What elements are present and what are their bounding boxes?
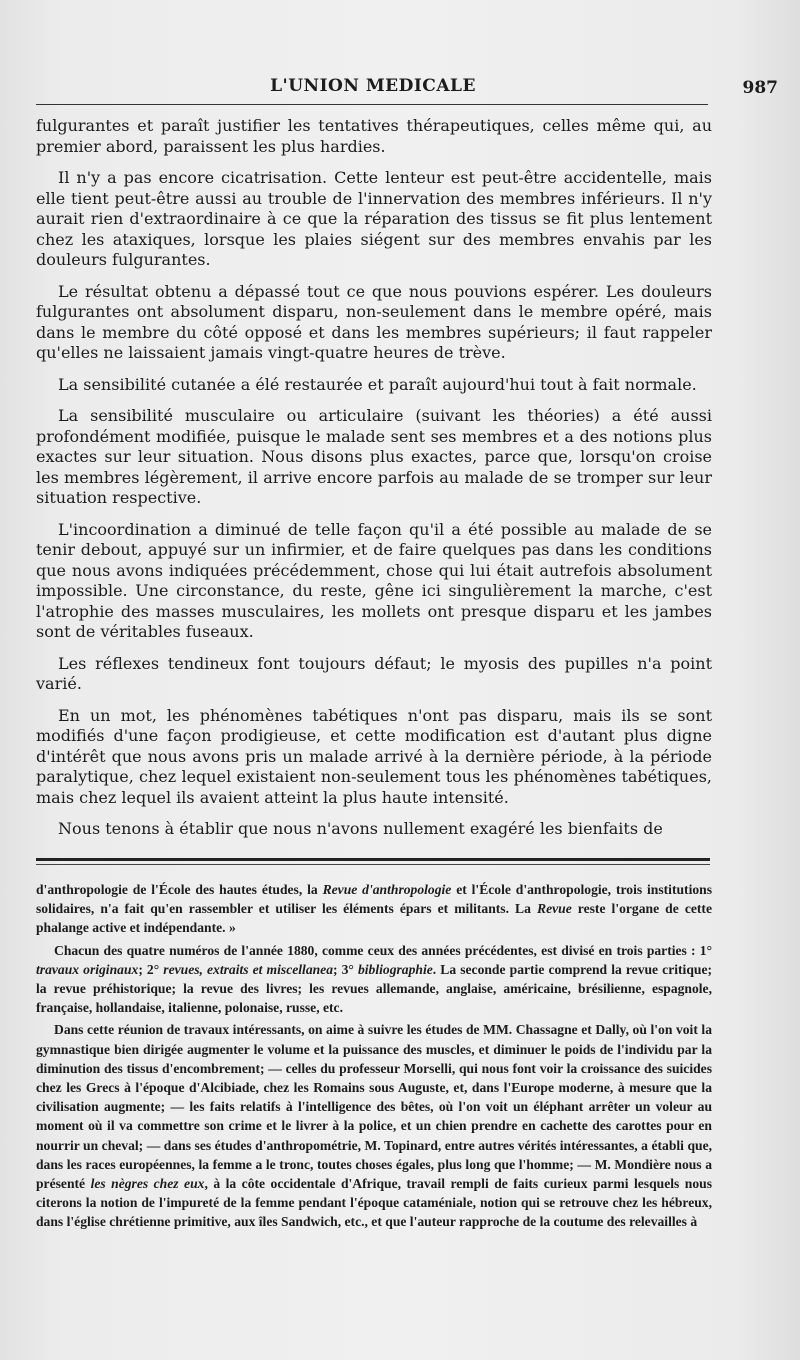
paragraph: Nous tenons à établir que nous n'avons nullement exagéré les bienfaits de bbox=[58, 819, 663, 838]
running-header bbox=[36, 76, 778, 100]
journal-name: Revue bbox=[537, 901, 572, 917]
paragraph: Le résultat obtenu a dépassé tout ce que nous pouvions espérer. Les douleurs fulgurantes ont absolument disparu, non-seulement dans le membre opéré, mais dans le membre du côté opposé et dans les membres supérieurs; il faut rappeler qu'elles ne laissaient jamais vingt-quatre heures de trève. bbox=[36, 281, 712, 362]
footnote-separator bbox=[36, 858, 710, 861]
footnote-paragraph: Chacun des quatre numéros de l'année 1880, comme ceux des années précédentes, est divisé en trois parties : 1° travaux originaux; 2° revues, extraits et miscellanea; 3° bibliographie. La seconde partie comprend la revue critique; la revue préhistorique; la revue des livres; les revues allemande, anglaise, américaine, brésilienne, espagnole, française, hollandaise, italienne, polonaise, russe, etc. bbox=[36, 942, 713, 1016]
paragraph: fulgurantes et paraît justifier les tentatives thérapeutiques, celles même qui, au premier abord, paraissent les plus hardies. bbox=[36, 116, 712, 156]
journal-title: L'UNION MEDICALE bbox=[270, 76, 476, 96]
paragraph: En un mot, les phénomènes tabétiques n'ont pas disparu, mais ils se sont modifiés d'une façon prodigieuse, et cette modification est d'autant plus digne d'intérêt que nous avons pris un malade arrivé à la dernière période, à la période paralytique, chez lequel existaient non-seulement tous les phénomènes tabétiques, mais chez lequel ils avaient atteint la plus haute intensité. bbox=[36, 705, 712, 807]
page-number: 987 bbox=[742, 78, 778, 98]
paragraph: La sensibilité musculaire ou articulaire (suivant les théories) a été aussi profondément modifiée, puisque le malade sent ses membres et a des notions plus exactes sur leur situation. Nous disons plus exactes, parce que, lorsqu'on croise les membres légèrement, il arrive encore parfois au malade de se tromper sur leur situation respective. bbox=[36, 406, 712, 507]
footnote-paragraph: d'anthropologie de l'École des hautes études, la Revue d'anthropologie et l'École d'anthropologie, trois institutions solidaires, n'a fait qu'en rassembler et utiliser les éléments épars et militants. La Revue reste l'organe de cette phalange active et indépendante. » bbox=[36, 882, 712, 936]
header-rule bbox=[36, 104, 708, 105]
paragraph: Les réflexes tendineux font toujours défaut; le myosis des pupilles n'a point varié. bbox=[36, 653, 712, 693]
paragraph: Il n'y a pas encore cicatrisation. Cette lenteur est peut-être accidentelle, mais elle tient peut-être aussi au trouble de l'innervation des membres inférieurs. Il n'y aurait rien d'extraordinaire à ce que la réparation des tissus se fit plus lentement chez les ataxiques, lorsque les plaies siégent sur des membres envahis par les douleurs fulgurantes. bbox=[36, 168, 712, 269]
footnote-separator-thin bbox=[36, 864, 710, 865]
paragraph: L'incoordination a diminué de telle façon qu'il a été possible au malade de se tenir debout, appuyé sur un infirmier, et de faire quelques pas dans les conditions que nous avons indiquées précédemment, chose qui lui était autrefois absolument impossible. Une circonstance, du reste, gêne ici singulièrement la marche, c'est l'atrophie des masses musculaires, les mollets ont presque disparu et les jambes sont de véritables fuseaux. bbox=[36, 519, 712, 641]
journal-name: Revue d'anthropologie bbox=[322, 882, 452, 897]
footnote-text bbox=[36, 880, 712, 1235]
footnote-paragraph: Dans cette réunion de travaux intéressants, on aime à suivre les études de MM. Chassagne et Dally, où l'on voit la gymnastique bien dirigée augmenter le volume et la puissance des muscles, et diminuer le poids de l'individu par la diminution des tissus d'encombrement; — celles du professeur Morselli, qui nous font voir la croissance des suicides chez les Grecs à l'époque d'Alcibiade, chez les Romains sous Auguste, et, dans l'Europe moderne, à mesure que la civilisation augmente; — les faits relatifs à l'intelligence des bêtes, où l'on voit un éléphant arrêter un voleur au moment où il va commettre son crime et le livrer à la police, et un chien prendre en cachette des carottes pour en nourrir un cheval; — dans ses études d'anthropométrie, M. Topinard, entre autres vérités intéressantes, a établi que, dans les races européennes, la femme a le tronc, toutes choses égales, plus long que l'homme; — M. Mondière nous a présenté les nègres chez eux, à la côte occidentale d'Afrique, travail rempli de faits curieux parmi lesquels nous citerons la notion de l'impureté de la femme pendant l'époque cataméniale, notion qui se retrouve chez les hébreux, dans l'église chrétienne primitive, aux îles Sandwich, etc., et que l'auteur rapproche de la coutume des relevailles à bbox=[36, 1022, 712, 1230]
paragraph: La sensibilité cutanée a élé restaurée et paraît aujourd'hui tout à fait normale. bbox=[58, 374, 697, 394]
main-text bbox=[36, 116, 712, 851]
